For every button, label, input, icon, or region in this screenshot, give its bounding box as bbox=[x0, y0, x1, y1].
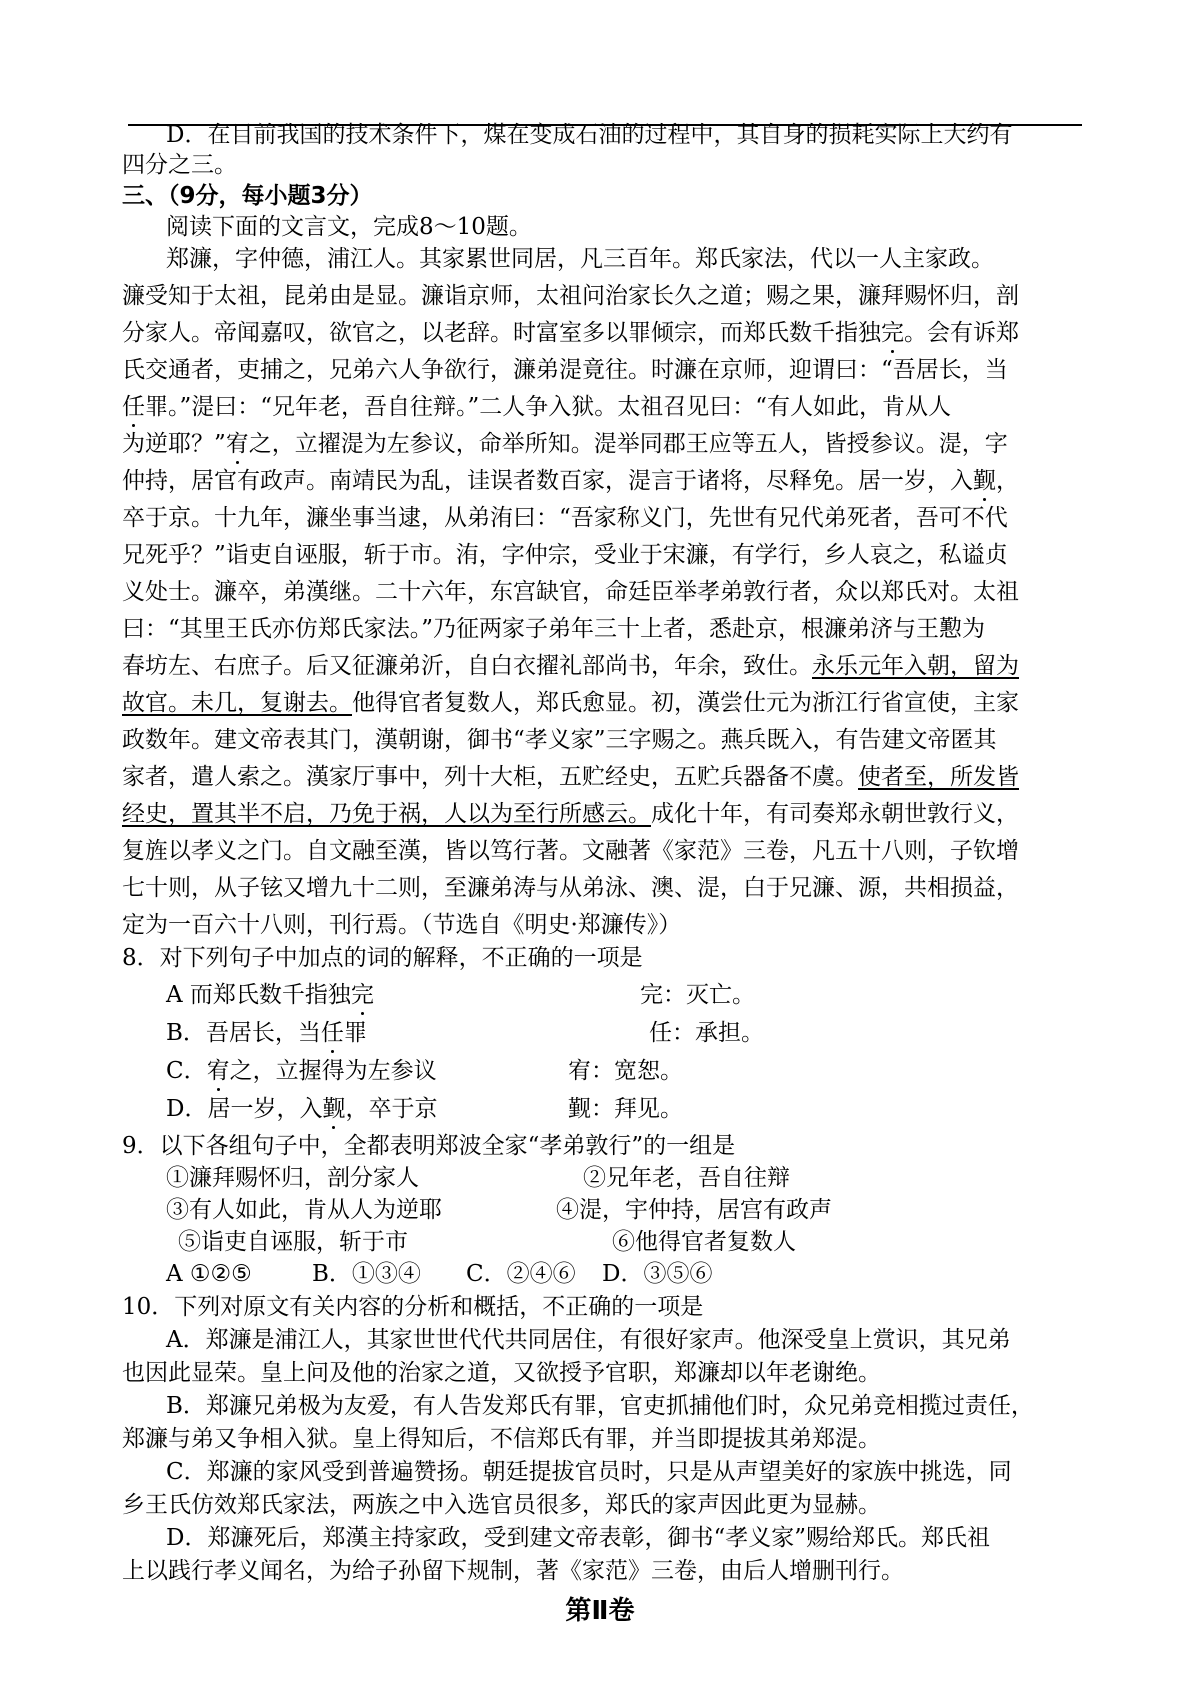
passage-line: 为逆耶？”宥之，立擢湜为左参议，命举所知。湜举同郡王应等五人，皆授参议。湜，字 bbox=[122, 431, 1008, 457]
q9-item: ⑥他得官者复数人 bbox=[612, 1229, 796, 1255]
passage-line: 七十则，从子铉又增九十二则，至濂弟涛与从弟泳、澳、湜，白于兄濂、源，共相损益， bbox=[122, 875, 1019, 901]
passage-line: 定为一百六十八则，刊行焉。（节选自《明史·郑濂传》） bbox=[122, 912, 682, 938]
section-heading: 三、（9分，每小题3分） bbox=[122, 183, 373, 209]
q8-gloss-d: 觐：拜见。 bbox=[568, 1096, 683, 1122]
part2-title: 第Ⅱ卷 bbox=[565, 1596, 635, 1626]
q8-option-c: C．宥之，立握得为左参议 bbox=[166, 1058, 437, 1084]
passage-line: 仲持，居官有政声。南靖民为乱，诖误者数百家，湜言于诸将，尽释免。居一岁，入觐， bbox=[122, 468, 1019, 494]
q9-choice: B．①③④ bbox=[312, 1261, 421, 1287]
q9-item: ④湜，宇仲持，居宫有政声 bbox=[556, 1197, 832, 1223]
passage-line: 政数年。建文帝表其门，漢朝谢，御书“孝义家”三字赐之。燕兵既入，有告建文帝匿其 bbox=[122, 727, 997, 753]
q9-choice: C．②④⑥ bbox=[466, 1261, 576, 1287]
passage-line: 曰：“其里王氏亦仿郑氏家法。”乃征两家子弟年三十上者，悉赴京，根濂弟济与王懃为 bbox=[122, 616, 986, 642]
q8-stem: 8．对下列句子中加点的词的解释，不正确的一项是 bbox=[122, 945, 643, 971]
q10-option-b: B．郑濂兄弟极为友爱，有人告发郑氏有罪，官吏抓捕他们时，众兄弟竞相揽过责任， bbox=[166, 1393, 1034, 1419]
dotted-char: 任 bbox=[122, 394, 145, 420]
dotted-char: 完 bbox=[881, 320, 904, 346]
underlined-sentence: 故官。未几，复谢去。 bbox=[122, 690, 352, 716]
q8-option-a: A 而郑氏数千指独完 bbox=[166, 982, 374, 1008]
q8-option-b: B．吾居长，当任罪 bbox=[166, 1020, 367, 1046]
q9-stem: 9．以下各组句子中，全都表明郑波全家“孝弟敦行”的一组是 bbox=[122, 1133, 736, 1159]
dotted-char: 完 bbox=[350, 982, 374, 1008]
q8-option-d: D．居一岁，入觐，卒于京 bbox=[166, 1096, 438, 1122]
passage-line: 卒于京。十九年，濂坐事当逮，从弟洧曰：“吾家称义门，先世有兄代弟死者，吾可不代 bbox=[122, 505, 1008, 531]
q9-choice: A ①②⑤ bbox=[166, 1261, 252, 1287]
q10-option-b-cont: 郑濂与弟又争相入狱。皇上得知后，不信郑氏有罪，并当即提拔其弟郑湜。 bbox=[122, 1426, 881, 1452]
passage-line: 家者，遣人索之。漢家厅事中，列十大柜，五贮经史，五贮兵器备不虞。使者至，所发皆 bbox=[122, 764, 1019, 790]
underlined-sentence: 经史，置其半不启，乃免于祸，人以为至行所感云。 bbox=[122, 801, 651, 827]
section-instruction: 阅读下面的文言文，完成8～10题。 bbox=[166, 214, 532, 240]
dotted-char: 觐 bbox=[322, 1096, 346, 1122]
prev-option-d-line2: 四分之三。 bbox=[122, 152, 237, 178]
q9-choice: D．③⑤⑥ bbox=[602, 1261, 713, 1287]
q10-option-a: A．郑濂是浦江人，其家世世代代共同居住，有很好家声。他深受皇上赏识，其兄弟 bbox=[166, 1327, 1011, 1353]
underlined-sentence: 使者至，所发皆 bbox=[858, 764, 1019, 790]
passage-line: 兄死乎？”诣吏自诬服，斩于市。洧，字仲宗，受业于宋濂，有学行，乡人哀之，私谥贞 bbox=[122, 542, 1008, 568]
passage-line: 复旌以孝义之门。自文融至漢，皆以笃行著。文融著《家范》三卷，凡五十八则，子钦增 bbox=[122, 838, 1019, 864]
dotted-char: 任 bbox=[320, 1020, 344, 1046]
dotted-char: 宥 bbox=[225, 431, 249, 457]
q10-option-c-cont: 乡王氏仿效郑氏家法，两族之中入选官员很多，郑氏的家声因此更为显赫。 bbox=[122, 1492, 881, 1518]
dotted-char: 宥 bbox=[206, 1058, 230, 1084]
q10-option-d: D．郑濂死后，郑漢主持家政，受到建文帝表彰，御书“孝义家”赐给郑氏。郑氏祖 bbox=[166, 1525, 990, 1551]
q9-item: ②兄年老，吾自往辩 bbox=[583, 1165, 790, 1191]
passage-line: 濂受知于太祖，昆弟由是显。濂诣京师，太祖问治家长久之道；赐之果，濂拜赐怀归，剖 bbox=[122, 283, 1019, 309]
passage-line: 经史，置其半不启，乃免于祸，人以为至行所感云。成化十年，有司奏郑永朝世敦行义， bbox=[122, 801, 1019, 827]
q10-option-d-cont: 上以践行孝义闻名，为给子孙留下规制，著《家范》三卷，由后人增删刊行。 bbox=[122, 1558, 904, 1584]
q9-item: ⑤诣吏自诬服，斩于市 bbox=[178, 1229, 408, 1255]
passage-line: 任罪。”湜曰：“兄年老，吾自往辩。”二人争入狱。太祖召见曰：“有人如此，肯从人 bbox=[122, 394, 952, 420]
q8-gloss-a: 完：灭亡。 bbox=[640, 982, 755, 1008]
q10-option-a-cont: 也因此显荣。皇上问及他的治家之道，又欲授予官职，郑濂却以年老谢绝。 bbox=[122, 1360, 881, 1386]
dotted-char: 觐 bbox=[973, 468, 996, 494]
passage-line: 氏交通者，吏捕之，兄弟六人争欲行，濂弟湜竟往。时濂在京师，迎谓曰：“吾居长，当 bbox=[122, 357, 1008, 383]
prev-option-d-line1: D．在目前我国的技术条件下，煤在变成石油的过程中，其自身的损耗实际上大约有 bbox=[166, 122, 1013, 148]
passage-line: 分家人。帝闻嘉叹，欲官之，以老辞。时富室多以罪倾宗，而郑氏数千指独完。会有诉郑 bbox=[122, 320, 1019, 346]
q9-item: ①濂拜赐怀归，剖分家人 bbox=[166, 1165, 419, 1191]
q10-option-c: C．郑濂的家风受到普遍赞扬。朝廷提拔官员时，只是从声望美好的家族中挑选，同 bbox=[166, 1459, 1012, 1485]
underlined-sentence: 永乐元年入朝，留为 bbox=[812, 653, 1019, 679]
passage-line: 故官。未几，复谢去。他得官者复数人，郑氏愈显。初，漢尝仕元为浙江行省宣使，主家 bbox=[122, 690, 1019, 716]
q9-item: ③有人如此，肯从人为逆耶 bbox=[166, 1197, 442, 1223]
passage-line: 郑濂，字仲德，浦江人。其家累世同居，凡三百年。郑氏家法，代以一人主家政。 bbox=[166, 246, 994, 272]
q8-gloss-c: 宥：宽恕。 bbox=[568, 1058, 683, 1084]
passage-line: 春坊左、右庶子。后又征濂弟沂，自白衣擢礼部尚书，年余，致仕。永乐元年入朝，留为 bbox=[122, 653, 1019, 679]
passage-line: 义处士。濂卒，弟漢继。二十六年，东宫缺官，命廷臣举孝弟敦行者，众以郑氏对。太祖 bbox=[122, 579, 1019, 605]
q10-stem: 10．下列对原文有关内容的分析和概括，不正确的一项是 bbox=[122, 1294, 704, 1320]
q8-gloss-b: 任：承担。 bbox=[649, 1020, 764, 1046]
